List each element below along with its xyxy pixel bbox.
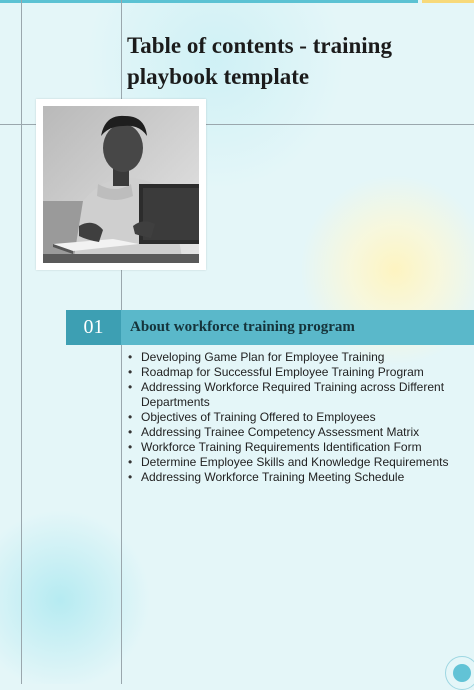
list-item: • Addressing Workforce Training Meeting Schedule <box>128 470 458 485</box>
list-item: • Roadmap for Successful Employee Training Program <box>128 365 458 380</box>
section-number: 01 <box>83 316 104 338</box>
list-item: • Developing Game Plan for Employee Training <box>128 350 458 365</box>
photo-frame <box>36 99 206 270</box>
top-accent-bar-yellow <box>422 0 474 3</box>
corner-decoration-dot <box>453 664 471 682</box>
list-item: • Addressing Trainee Competency Assessment Matrix <box>128 425 458 440</box>
top-accent-bar <box>0 0 418 3</box>
guide-line-left <box>21 0 22 684</box>
section-title: About workforce training program <box>130 319 355 335</box>
section-item-list <box>128 350 458 485</box>
page-title: Table of contents - training playbook template <box>127 33 392 89</box>
person-with-laptop-photo <box>43 106 199 263</box>
list-item: • Objectives of Training Offered to Employees <box>128 410 458 425</box>
list-item: • Addressing Workforce Required Training across Different Departments <box>128 380 458 410</box>
list-item: • Workforce Training Requirements Identification Form <box>128 440 458 455</box>
list-item: • Determine Employee Skills and Knowledge Requirements <box>128 455 458 470</box>
